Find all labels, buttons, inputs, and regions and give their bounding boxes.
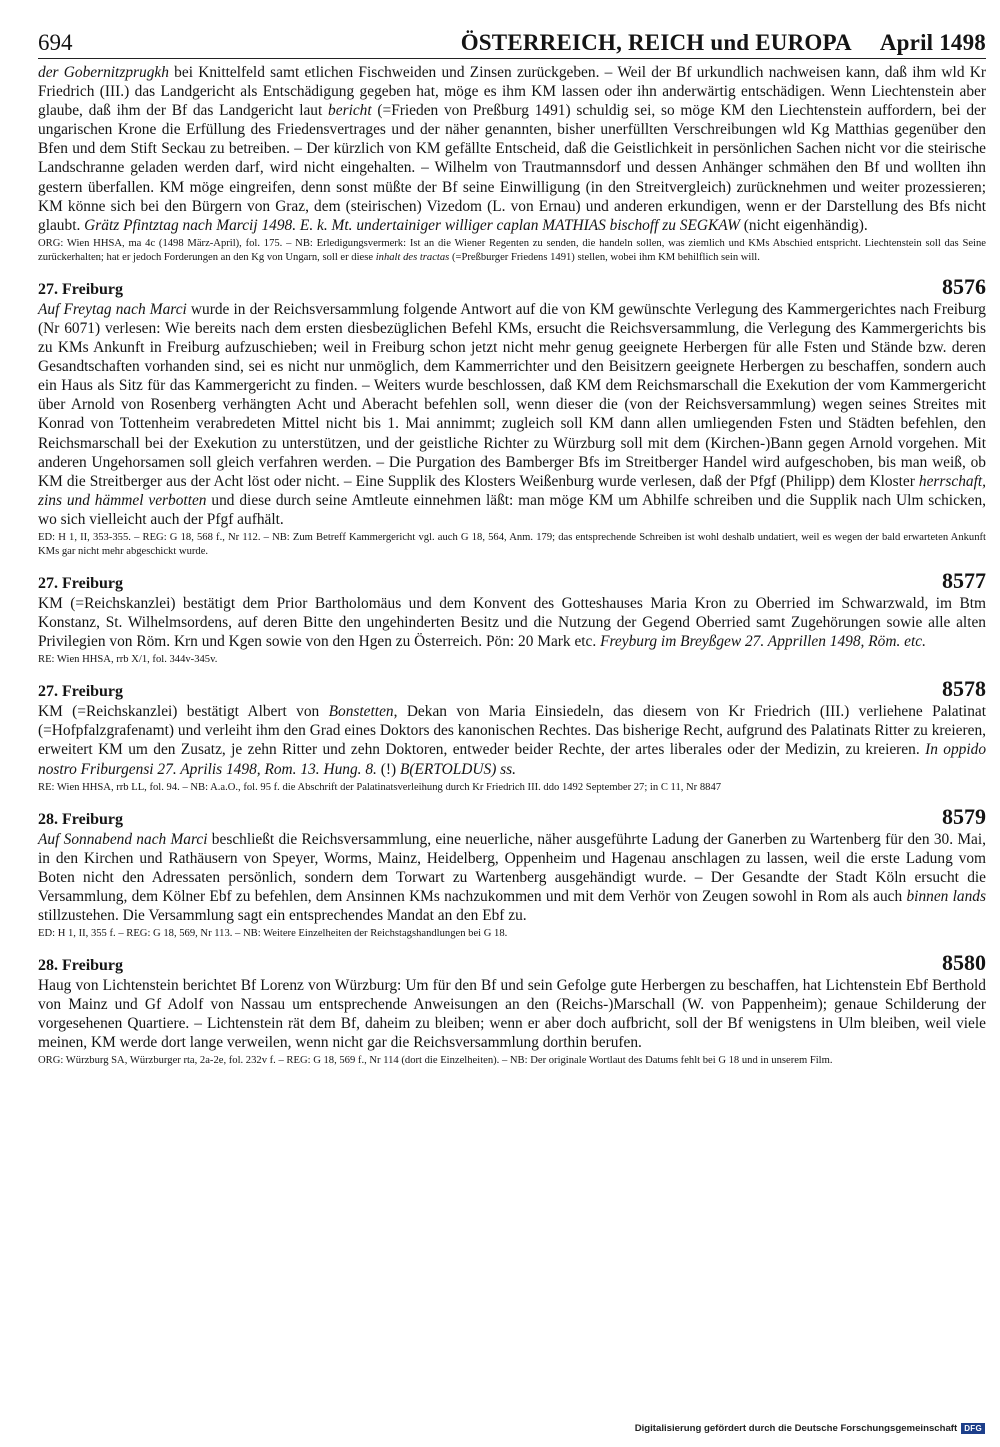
entry-text: KM (=Reichskanzlei) bestätigt Albert von Bonstetten, Dekan von Maria Einsiedeln, das diesem von Kr Friedrich (III.) verliehene Palatinat (=Hofpfalzgrafenamt) und verleiht ihm den Grad eines Doktors des kanonischen Rechtes. Das bisherige Recht, aufgrund des Palatinats Ritter zu kreieren, erweitert KM um den Zusatz, je zehn Ritter und zehn Doktoren, entweder beider Rechte, der artes liberales oder der Medizin, zu kreieren. In oppido nostro Friburgensi 27. Aprilis 1498, Rom. 13. Hung. 8. (!) B(ERTOLDUS) ss. bbox=[38, 703, 987, 778]
page-number: 694 bbox=[38, 30, 73, 55]
entry-note: RE: Wien HHSA, rrb X/1, fol. 344v-345v. bbox=[38, 654, 218, 666]
entry-note: ED: H 1, II, 353-355. – REG: G 18, 568 f., Nr 112. – NB: Zum Betreff Kammergericht vgl. auch G 18, 564, Anm. 179; das entsprechende Schreiben ist wohl deshalb undatiert, weil es wegen der bald erwarteten Ankunft KMs gar nicht mehr abgeschickt wurde. bbox=[38, 531, 986, 557]
entry-place: 27. Freiburg bbox=[38, 574, 124, 592]
entry-8579 bbox=[38, 804, 986, 941]
entry-number: 8576 bbox=[942, 273, 986, 299]
entry-place: 28. Freiburg bbox=[38, 810, 124, 828]
entry-8580 bbox=[38, 950, 986, 1068]
entry-8578 bbox=[38, 676, 986, 794]
running-header bbox=[38, 30, 986, 59]
entry-number: 8580 bbox=[942, 950, 986, 976]
entry-place: 28. Freiburg bbox=[38, 957, 124, 975]
entry-heading bbox=[38, 676, 986, 702]
running-title-date: April 1498 bbox=[879, 30, 986, 55]
entry-number: 8579 bbox=[942, 803, 986, 829]
entry-number: 8577 bbox=[942, 567, 986, 593]
entry-text: Auf Freytag nach Marci wurde in der Reichsversammlung folgende Antwort auf die von KM gewünschte Verlegung des Kammergerichtes nach Freiburg (Nr 6071) verlesen: Wie bereits nach dem ersten diesbezüglichen Befehl KMs, ersucht die Reichsversammlung, die Verlegung des Kammergerichts bis zu KMs Ankunft in Freiburg aufzuschieben; weil in Freiburg schon jetzt nicht mehr genug geeignete Herbergen für alle Fsten und Stände bzw. deren Gesandtschaften vorhanden sind, sei es nicht nur unmöglich, dem Kammerrichter und den Beisitzern geeignete Herbergen zu beschaffen, sondern auch ein Haus als Sitz für das Kammergericht zu finden. – Weiters wurde beschlossen, daß KM dem Reichsmarschall die Exekution der vom Kammergericht über Arnold von Rosenberg verhängten Acht und Aberacht befehlen soll, wenn dieser die (von der Reichsversammlung) wegen seines Streites mit Konrad von Tottenheim verabredeten Mittel nicht bis 1. Mai annimmt; zugleich soll KM dann allen umliegenden Fsten und Städten befehlen, den Reichsmarschall bei der Exekution zu unterstützen, und der geistliche Richter zu Würzburg soll mit dem (Kirchen-)Bann gegen Arnold vorgehen. Mit anderen Ungehorsamen soll gleich verfahren werden. – Die Purgation des Bamberger Bfs im Streitberger Handel wird aufgeschoben, bis man weiß, ob KM die Streitberger aus der Acht löst oder nicht. – Eine Supplik des Klosters Weißenburg wurde verlesen, daß der Pfgf (Philipp) dem Kloster herrschaft, zins und hämmel verbotten und diese durch seine Amtleute einnehmen läßt: man möge KM um Abhilfe schreiben und die Supplik nach Ulm schicken, wo sich vielleicht auch der Pfgf aufhält. bbox=[38, 300, 986, 528]
entry-text: KM (=Reichskanzlei) bestätigt dem Prior Bartholomäus und dem Konvent des Gotteshauses Maria Kron zu Oberried im Schwarzwald, im Btm Konstanz, St. Wilhelmsordens, auf deren Bitte den ungehinderten Besitz und die Nutzung der Gegend Oberried samt Zugehörungen sowie alle alten Privilegien von Röm. Krn und Kgen sowie von den Hgen zu Österreich. Pön: 20 Mark etc. Freyburg im Breyßgew 27. Apprillen 1498, Röm. etc. bbox=[38, 594, 986, 651]
entry-heading bbox=[38, 274, 986, 300]
running-title bbox=[461, 30, 986, 56]
intro-note: ORG: Wien HHSA, ma 4c (1498 März-April), fol. 175. – NB: Erledigungsvermerk: Ist an die Wiener Regenten zu senden, die handeln sollen, was ziemlich und KMs Abschied entspricht. Liechtenstein soll das Seine zurückerhalten; hat er jedoch Forderungen an den Kg von Ungarn, soll er diese inhalt des tractas (=Preßburger Friedens 1491) stellen, wobei ihm KM behilflich sein will. bbox=[38, 237, 986, 263]
entry-note: RE: Wien HHSA, rrb LL, fol. 94. – NB: A.a.O., fol. 95 f. die Abschrift der Palatinatsverleihung durch Kr Friedrich III. ddo 1492 September 27; in C 11, Nr 8847 bbox=[38, 781, 722, 793]
digitization-footer bbox=[600, 1423, 985, 1434]
dfg-logo: DFG bbox=[961, 1423, 985, 1434]
entry-place: 27. Freiburg bbox=[38, 683, 124, 701]
entry-text: Haug von Lichtenstein berichtet Bf Lorenz von Würzburg: Um für den Bf und sein Gefolge gute Herbergen zu beschaffen, hat Lichtenstein Ebf Berthold von Mainz und Gf Adolf von Nassau um entsprechende Anweisungen an den (Reichs-)Marschall (W. von Pappenheim); genaue Schilderung der vorgesehenen Quartiere. – Lichtenstein rät dem Bf, daheim zu bleiben; wenn er aber doch aufbricht, soll der Bf wenigstens in Ulm bleiben, weil viele meinen, KM werde dort lange verweilen, wenn nicht gar die Reichsversammlung dorthin berufen. bbox=[38, 977, 986, 1052]
entry-note: ED: H 1, II, 355 f. – REG: G 18, 569, Nr 113. – NB: Weitere Einzelheiten der Reichstagshandlungen bei G 18. bbox=[38, 928, 508, 940]
entry-text: Auf Sonnabend nach Marci beschließt die Reichsversammlung, eine neuerliche, näher ausgeführte Ladung der Ganerben zu Wartenberg für den 30. Mai, in den Kirchen und Rathäusern von Speyer, Worms, Mainz, Heidelberg, Oppenheim und Hagenau anschlagen zu lassen, weil die erste Ladung vom Boten nicht den Adressaten persönlich, sondern dem Torwart zu Wartenberg ausgehändigt wurde. – Der Gesandte der Stadt Köln ersucht die Versammlung, dem Kölner Ebf zu befehlen, dem Ansinnen KMs nachzukommen und mit dem Verhör von Zeugen sowohl in Rom als auch binnen lands stillzustehen. Die Versammlung sagt ein entsprechendes Mandat an den Ebf zu. bbox=[38, 830, 986, 924]
entry-heading bbox=[38, 950, 986, 976]
entry-place: 27. Freiburg bbox=[38, 280, 124, 298]
footer-text: Digitalisierung gefördert durch die Deutsche Forschungsgemeinschaft bbox=[634, 1423, 958, 1434]
entry-number: 8578 bbox=[942, 676, 986, 702]
entry-8577 bbox=[38, 568, 986, 667]
entry-heading bbox=[38, 804, 986, 830]
entry-note: ORG: Würzburg SA, Würzburger rta, 2a-2e, fol. 232v f. – REG: G 18, 569 f., Nr 114 (dort die Einzelheiten). – NB: Der originale Wortlaut des Datums fehlt bei G 18 und in unserem Film. bbox=[38, 1055, 833, 1067]
document-page bbox=[38, 30, 986, 1068]
entry-heading bbox=[38, 568, 986, 594]
entry-8576 bbox=[38, 274, 986, 559]
intro-paragraph: der Gobernitzprugkh bei Knittelfeld samt etlichen Fischweiden und Zinsen zurückgeben. – Weil der Bf urkundlich nachweisen kann, daß ihm wld Kr Friedrich (III.) das Landgericht als Entschädigung gegeben hat, möge es ihm KM lassen oder ihn anderwärtig entschädigen. Wenn Liechtenstein aber glaube, daß ihm der Bf das Landgericht laut bericht (=Frieden von Preßburg 1491) schuldig sei, so möge KM den Liechtenstein auffordern, bei der ungarischen Krone die Erfüllung des Friedensvertrages und der näher genannten, bisher unerfüllten Verschreibungen wld Kg Matthias gegenüber den Bfen und dem Stift Seckau zu betreiben. – Der kürzlich von KM gefällte Entscheid, daß die Geistlichkeit in persönlichen Sachen nicht vor die steirische Landschranne geladen werden darf, wird nicht eingehalten. – Wilhelm von Trautmannsdorf und dessen Anhänger schmähen den Bf und wollten ihn gestern überfallen. KM möge eingreifen, denn sonst müßte der Bf seine Einwilligung (in den Streitvergleich) zurücknehmen und weiter prozessieren; KM könne sich bei den Bürgern von Graz, dem (steirischen) Vizedom (L. von Ernau) und anderen erkundigen, wenn er der Darstellung des Bfs nicht glaubt. Grätz Pfintztag nach Marcij 1498. E. k. Mt. undertainiger williger caplan MATHIAS bischoff zu SEGKAW (nicht eigenhändig). bbox=[38, 64, 986, 234]
running-title-text: ÖSTERREICH, REICH und EUROPA bbox=[460, 30, 852, 55]
